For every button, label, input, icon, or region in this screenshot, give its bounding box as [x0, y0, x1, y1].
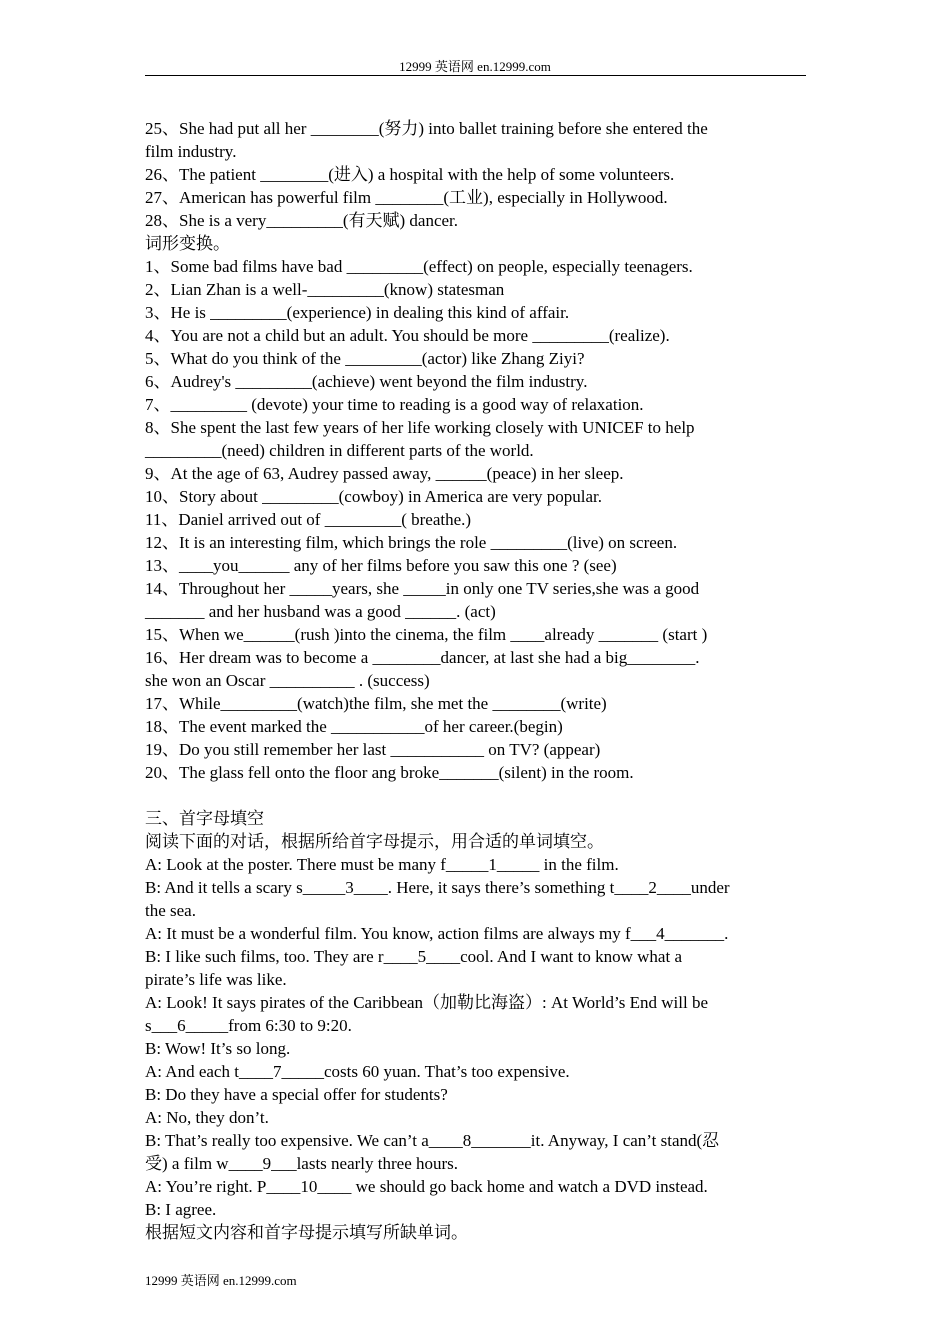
text-line: 28、She is a very_________(有天赋) dancer.: [145, 211, 459, 230]
text-line: 10、Story about _________(cowboy) in America are very popular.: [145, 487, 603, 506]
text-line: pirate’s life was like.: [145, 970, 287, 989]
text-line: _______ and her husband was a good ______. (act): [145, 602, 496, 621]
page-footer: 12999 英语网 en.12999.com: [145, 1273, 297, 1288]
header-rule: [145, 75, 806, 76]
text-line: 3、He is _________(experience) in dealing this kind of affair.: [145, 303, 570, 322]
text-line: 15、When we______(rush )into the cinema, the film ____already _______ (start ): [145, 625, 708, 644]
text-line: A: Look! It says pirates of the Caribbean（加勒比海盗）: At World’s End will be: [145, 993, 709, 1012]
text-line: 根据短文内容和首字母提示填写所缺单词。: [145, 1223, 468, 1242]
document-body: [145, 117, 810, 1244]
text-line: s___6_____from 6:30 to 9:20.: [145, 1016, 352, 1035]
text-line: film industry.: [145, 142, 237, 161]
text-line: 26、The patient ________(进入) a hospital with the help of some volunteers.: [145, 165, 675, 184]
text-line: A: You’re right. P____10____ we should go back home and watch a DVD instead.: [145, 1177, 708, 1196]
text-line: 25、She had put all her ________(努力) into ballet training before she entered the: [145, 119, 708, 138]
text-line: B: That’s really too expensive. We can’t a____8_______it. Anyway, I can’t stand(忍: [145, 1131, 720, 1150]
text-line: 11、Daniel arrived out of _________( breathe.): [145, 510, 472, 529]
text-line: 1、Some bad films have bad _________(effect) on people, especially teenagers.: [145, 257, 693, 276]
text-line: 2、Lian Zhan is a well-_________(know) statesman: [145, 280, 505, 299]
text-line: _________(need) children in different parts of the world.: [145, 441, 534, 460]
text-line: the sea.: [145, 901, 196, 920]
text-line: 词形变换。: [145, 234, 230, 253]
text-line: 6、Audrey's _________(achieve) went beyond the film industry.: [145, 372, 588, 391]
text-line: 12、It is an interesting film, which brings the role _________(live) on screen.: [145, 533, 678, 552]
text-line: 9、At the age of 63, Audrey passed away, ______(peace) in her sleep.: [145, 464, 624, 483]
text-line: A: It must be a wonderful film. You know, action films are always my f___4_______.: [145, 924, 729, 943]
text-line: A: Look at the poster. There must be many f_____1_____ in the film.: [145, 855, 619, 874]
text-line: B: I like such films, too. They are r____5____cool. And I want to know what a: [145, 947, 682, 966]
text-line: 13、____you______ any of her films before you saw this one ? (see): [145, 556, 617, 575]
text-line: B: Wow! It’s so long.: [145, 1039, 291, 1058]
text-line: 27、American has powerful film ________(工业), especially in Hollywood.: [145, 188, 668, 207]
text-line: 三、首字母填空: [145, 809, 264, 828]
text-line: 7、_________ (devote) your time to reading is a good way of relaxation.: [145, 395, 644, 414]
text-line: 17、While_________(watch)the film, she met the ________(write): [145, 694, 607, 713]
text-line: 14、Throughout her _____years, she _____in only one TV series,she was a good: [145, 579, 700, 598]
blank-line: [145, 784, 810, 807]
text-line: 受) a film w____9___lasts nearly three hours.: [145, 1154, 459, 1173]
text-line: B: And it tells a scary s_____3____. Here, it says there’s something t____2____under: [145, 878, 730, 897]
text-line: 16、Her dream was to become a ________dancer, at last she had a big________.: [145, 648, 700, 667]
text-line: B: Do they have a special offer for students?: [145, 1085, 448, 1104]
text-line: B: I agree.: [145, 1200, 217, 1219]
text-line: 19、Do you still remember her last ___________ on TV? (appear): [145, 740, 601, 759]
text-line: 18、The event marked the ___________of her career.(begin): [145, 717, 563, 736]
text-line: A: And each t____7_____costs 60 yuan. That’s too expensive.: [145, 1062, 570, 1081]
text-line: 20、The glass fell onto the floor ang broke_______(silent) in the room.: [145, 763, 634, 782]
page-header: 12999 英语网 en.12999.com: [399, 59, 551, 74]
text-line: 8、She spent the last few years of her life working closely with UNICEF to help: [145, 418, 695, 437]
text-line: A: No, they don’t.: [145, 1108, 269, 1127]
text-line: 5、What do you think of the _________(actor) like Zhang Ziyi?: [145, 349, 585, 368]
text-line: she won an Oscar __________ . (success): [145, 671, 430, 690]
text-line: 阅读下面的对话，根据所给首字母提示，用合适的单词填空。: [145, 832, 604, 851]
text-line: 4、You are not a child but an adult. You should be more _________(realize).: [145, 326, 670, 345]
